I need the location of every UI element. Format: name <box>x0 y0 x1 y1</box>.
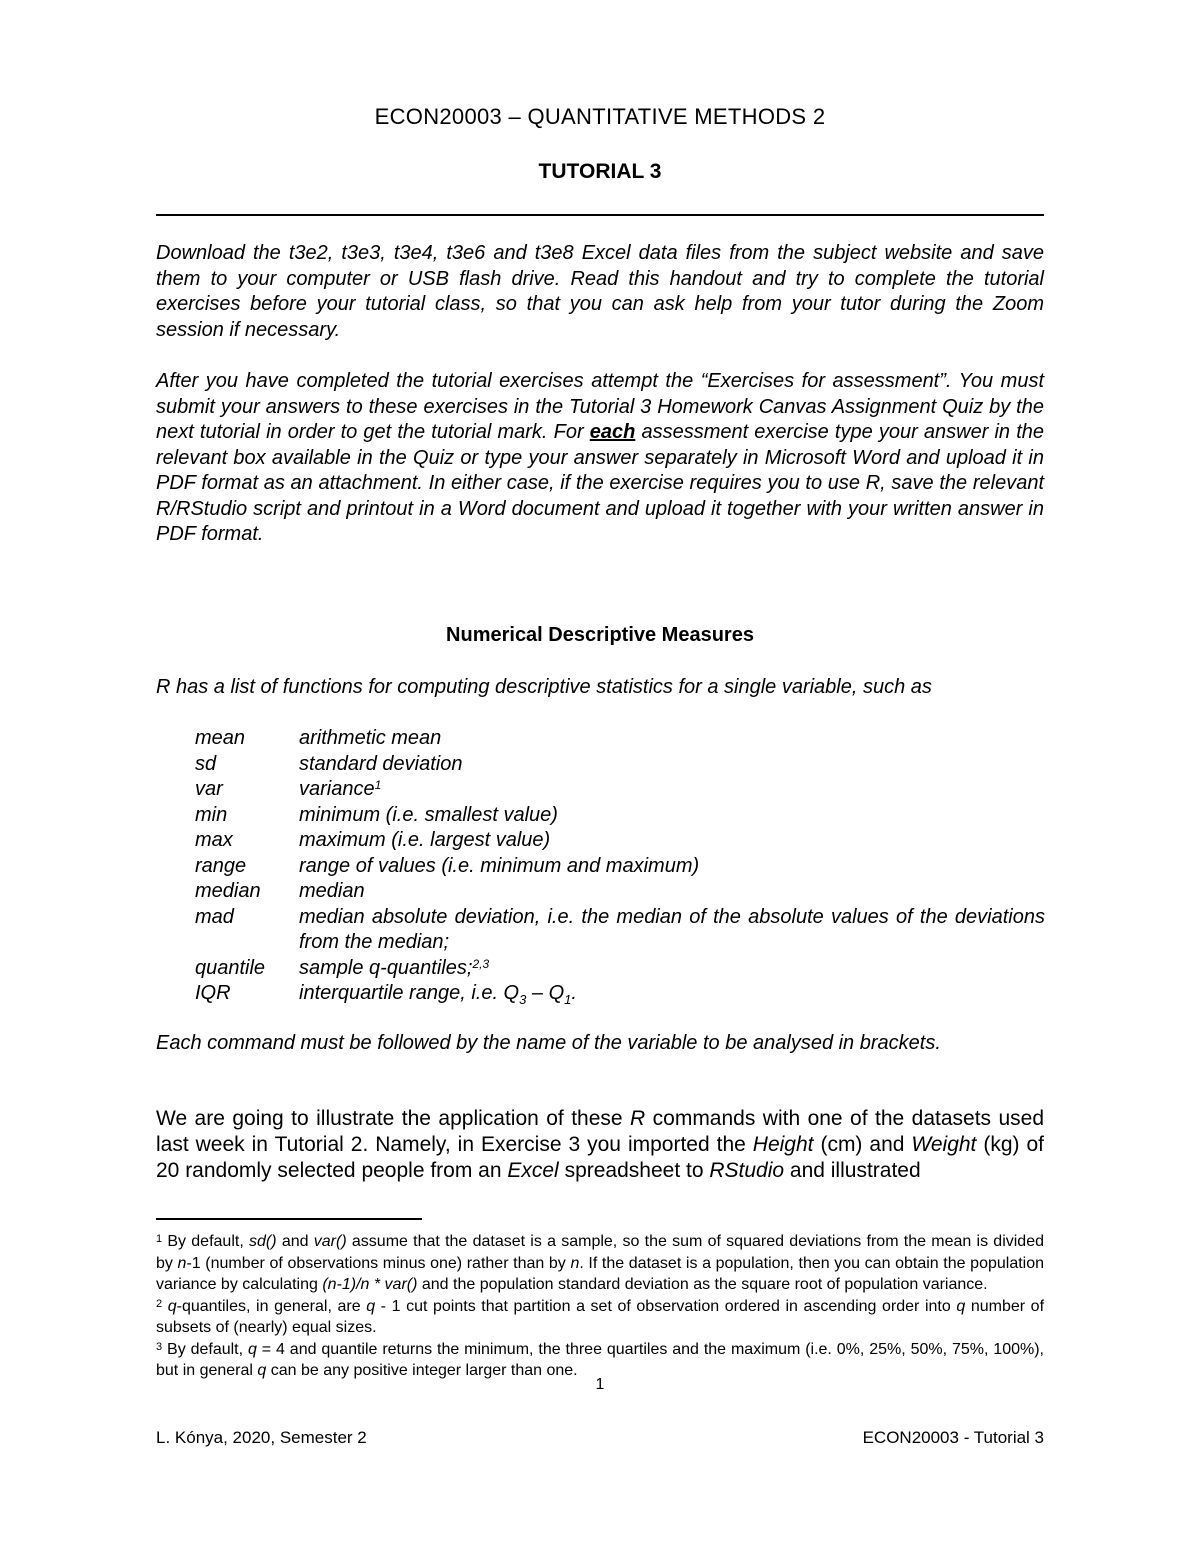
fn-text: . If the dataset is a population, then you can obtain the population variance by calculating <box>156 1254 1045 1293</box>
fn-var: q <box>167 1297 177 1315</box>
function-row <box>195 777 1045 803</box>
function-row <box>195 752 1045 778</box>
illus-r: R <box>630 1107 646 1130</box>
function-name: max <box>195 829 233 851</box>
fn-code: sd() <box>249 1233 277 1250</box>
function-name: var <box>195 778 223 800</box>
illus-text: spreadsheet to <box>558 1159 710 1182</box>
function-row <box>195 879 1045 905</box>
footnote-mark: 1 <box>156 1233 163 1245</box>
function-desc: median absolute deviation, i.e. the median of the absolute values of the deviations from the median; <box>299 905 1045 953</box>
function-desc: median <box>299 880 365 902</box>
fn-text: and the population standard deviation as the square root of population variance. <box>417 1276 988 1293</box>
fn-var: q <box>956 1297 966 1315</box>
fn-code: var() <box>313 1233 347 1250</box>
fn-text: number of subsets of (nearly) equal sizes. <box>156 1297 1045 1336</box>
section-title: Numerical Descriptive Measures <box>446 624 754 646</box>
function-desc: arithmetic mean <box>299 727 442 749</box>
illus-excel: Excel <box>507 1159 559 1182</box>
assessment-text-2: assessment exercise type your answer in the relevant box available in the Quiz or type your answer separately in Microsoft Word and upload it in PDF format as an attachment. In either case, if the exercise requires you to use R, save the relevant R/RStudio script and printout in a Word document and upload it together with your written answer in PDF format. <box>156 421 1044 545</box>
function-row <box>195 828 1045 854</box>
function-name: mad <box>195 905 234 928</box>
footnote-ref: 1 <box>374 778 382 792</box>
footnote-ref: 2,3 <box>472 956 490 971</box>
fn-var: q <box>247 1340 257 1358</box>
illus-text: (cm) and <box>813 1133 912 1156</box>
footnote-mark: 2 <box>156 1297 163 1310</box>
footer-author: L. Kónya, 2020, Semester 2 <box>156 1428 367 1447</box>
footnotes <box>156 1231 1044 1382</box>
fn-text: -1 (number of observations minus one) rather than by <box>186 1254 571 1272</box>
function-name: median <box>195 880 261 902</box>
function-desc-text: sample q-quantiles; <box>299 956 473 979</box>
fn-text: assume that the dataset is a sample, so the sum of squared deviations from the mean is divided by <box>156 1233 1045 1272</box>
function-desc: range of values (i.e. minimum and maximum) <box>299 854 700 877</box>
function-row <box>195 726 1045 752</box>
function-row <box>195 905 1045 956</box>
function-desc <box>299 777 1045 803</box>
illus-text: and illustrated <box>784 1159 921 1182</box>
section-lead: R has a list of functions for computing descriptive statistics for a single variable, such as <box>156 676 932 698</box>
function-name: min <box>195 803 228 826</box>
fn-text: = 4 and quantile returns the minimum, the three quartiles and the maximum (i.e. 0%, 25%, 50%, 75%, 100%), but in general <box>156 1340 1045 1379</box>
fn-var: q <box>257 1362 267 1379</box>
fn-var: q <box>366 1297 376 1315</box>
function-name: mean <box>195 727 246 749</box>
subscript: 1 <box>564 992 572 1007</box>
subscript: 3 <box>519 992 527 1007</box>
function-row <box>195 803 1045 829</box>
assessment-emphasis: each <box>589 421 636 443</box>
fn-text: - 1 cut points that partition a set of observation ordered in ascending order into <box>375 1297 957 1315</box>
function-name: sd <box>195 752 217 775</box>
illustration-paragraph <box>156 1106 1044 1184</box>
page-number: 1 <box>595 1376 605 1393</box>
fn-text: By default, <box>162 1340 248 1358</box>
intro-paragraph: Download the t3e2, t3e3, t3e4, t3e6 and t3e8 Excel data files from the subject website and save them to your computer or USB flash drive. Read this handout and try to complete the tutorial exercises before your tutorial class, so that you can ask help from your tutor during the Zoom session if necessary. <box>156 242 1044 341</box>
illus-height: Height <box>752 1133 814 1156</box>
function-name: IQR <box>195 982 231 1004</box>
fn-text: -quantiles, in general, are <box>176 1297 367 1315</box>
footer-course: ECON20003 - Tutorial 3 <box>862 1428 1044 1447</box>
function-desc: minimum (i.e. smallest value) <box>299 803 558 826</box>
fn-text: can be any positive integer larger than one. <box>266 1362 578 1379</box>
function-row <box>195 981 1045 1007</box>
illus-text: We are going to illustrate the application of these <box>156 1107 631 1130</box>
function-desc <box>299 956 1045 982</box>
fn-var: n <box>570 1254 580 1272</box>
fn-var: n <box>177 1254 187 1272</box>
function-desc-text: variance <box>299 778 375 800</box>
footnote-rule <box>156 1218 422 1220</box>
function-name: range <box>195 854 247 877</box>
function-name: quantile <box>195 956 266 979</box>
fn-text: and <box>276 1233 314 1250</box>
illus-weight: Weight <box>911 1133 977 1156</box>
function-desc-text: . <box>571 982 577 1004</box>
illus-text: (kg) of 20 randomly selected people from an <box>156 1133 1044 1182</box>
assessment-text-1: After you have completed the tutorial exercises attempt the “Exercises for assessment”. You must submit your answers to these exercises in the Tutorial 3 Homework Canvas Assignment Quiz by the next tutorial in order to get the tutorial mark. For <box>156 370 1044 443</box>
function-desc: standard deviation <box>299 752 463 775</box>
function-list <box>195 726 1045 1007</box>
footnote-2 <box>156 1296 1044 1339</box>
function-desc-text: interquartile range, i.e. Q <box>299 982 520 1004</box>
illus-rstudio: RStudio <box>709 1159 785 1182</box>
function-row <box>195 956 1045 982</box>
function-desc <box>299 981 1045 1007</box>
function-row <box>195 854 1045 880</box>
course-title: ECON20003 – QUANTITATIVE METHODS 2 <box>374 104 826 129</box>
footnote-mark: 3 <box>156 1340 163 1353</box>
each-command-paragraph: Each command must be followed by the name of the variable to be analysed in brackets. <box>156 1032 941 1054</box>
function-desc: maximum (i.e. largest value) <box>299 829 551 851</box>
footnote-1 <box>156 1231 1044 1296</box>
illus-text: commands with one of the datasets used last week in Tutorial 2. Namely, in Exercise 3 you imported the <box>156 1107 1045 1156</box>
function-desc-text: – Q <box>526 982 565 1004</box>
tutorial-title: TUTORIAL 3 <box>538 160 662 183</box>
assessment-paragraph <box>156 369 1044 548</box>
fn-code: (n-1)/n * var() <box>322 1276 418 1293</box>
header-rule <box>156 214 1044 216</box>
fn-text: By default, <box>162 1233 250 1250</box>
